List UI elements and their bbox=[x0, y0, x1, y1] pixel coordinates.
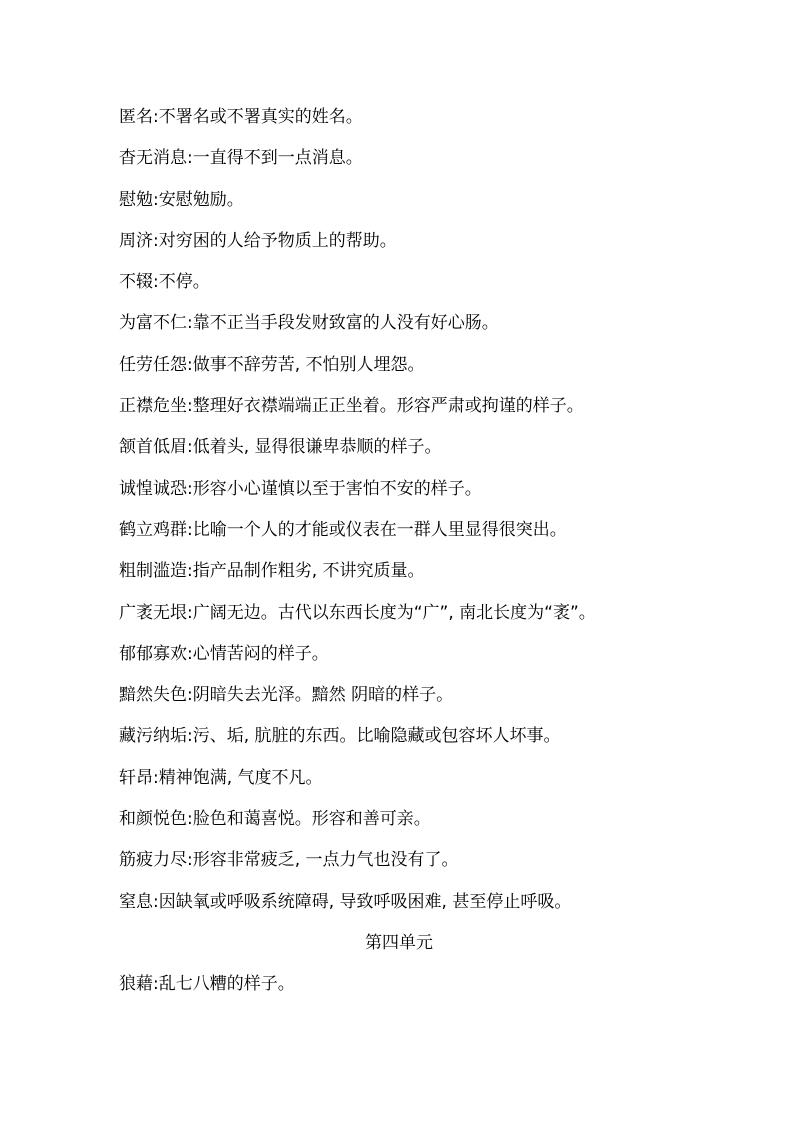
vocab-definition: 不署名或不署真实的姓名。 bbox=[158, 107, 363, 127]
vocab-term: 正襟危坐 bbox=[119, 396, 187, 417]
vocab-entry bbox=[119, 557, 719, 586]
vocab-definition: 比喻一个人的才能或仪表在一群人里显得很突出。 bbox=[192, 519, 567, 540]
vocab-term: 粗制滥造 bbox=[119, 561, 187, 582]
vocab-term: 轩昂 bbox=[119, 767, 153, 788]
vocab-definition: 形容小心谨慎以至于害怕不安的样子。 bbox=[192, 478, 482, 499]
vocab-definition: 污、垢, 肮脏的东西。比喻隐藏或包容坏人坏事。 bbox=[192, 726, 561, 747]
vocab-term: 窒息 bbox=[119, 891, 153, 912]
vocab-entry bbox=[119, 722, 719, 751]
vocab-entry bbox=[119, 351, 719, 380]
vocab-entry bbox=[119, 309, 719, 338]
vocab-definition: 一直得不到一点消息。 bbox=[192, 148, 363, 169]
vocab-entry bbox=[119, 144, 719, 173]
term-separator: : bbox=[187, 437, 193, 458]
vocab-definition: 做事不辞劳苦, 不怕别人埋怨。 bbox=[192, 354, 425, 375]
vocab-definition: 精神饱满, 气度不凡。 bbox=[158, 767, 323, 788]
vocab-term: 颔首低眉 bbox=[119, 437, 187, 458]
vocab-term: 黯然失色 bbox=[119, 685, 187, 706]
vocab-entry bbox=[119, 599, 719, 628]
vocab-term: 筋疲力尽 bbox=[119, 850, 187, 871]
vocab-term: 和颜悦色 bbox=[119, 809, 187, 830]
term-separator: : bbox=[187, 519, 193, 540]
term-separator: : bbox=[187, 561, 193, 582]
vocab-entry bbox=[119, 516, 719, 545]
vocab-term: 慰勉 bbox=[119, 189, 153, 210]
vocab-definition: 不停。 bbox=[158, 272, 210, 293]
term-separator: : bbox=[187, 850, 193, 871]
term-separator: : bbox=[153, 230, 159, 251]
term-separator: : bbox=[187, 148, 193, 169]
vocab-definition: 安慰勉励。 bbox=[158, 189, 244, 210]
vocab-entry bbox=[119, 103, 719, 132]
vocab-definition: 因缺氧或呼吸系统障碍, 导致呼吸困难, 甚至停止呼吸。 bbox=[158, 891, 572, 912]
term-separator: : bbox=[187, 809, 193, 830]
vocab-definition: 广阔无边。古代以东西长度为“广”, 南北长度为“袤”。 bbox=[192, 602, 596, 623]
vocab-term: 周济 bbox=[119, 230, 153, 251]
term-separator: : bbox=[153, 767, 159, 788]
vocab-entry bbox=[119, 846, 719, 875]
vocab-definition: 形容非常疲乏, 一点力气也没有了。 bbox=[192, 850, 459, 871]
vocab-definition: 乱七八糟的样子。 bbox=[158, 974, 295, 995]
vocab-entry bbox=[119, 764, 719, 793]
term-separator: : bbox=[153, 974, 159, 995]
vocab-definition: 靠不正当手段发财致富的人没有好心肠。 bbox=[192, 313, 499, 334]
section-heading: 第四单元 bbox=[365, 932, 433, 953]
vocab-definition: 整理好衣襟端端正正坐着。形容严肃或拘谨的样子。 bbox=[192, 396, 584, 417]
term-separator: : bbox=[153, 189, 159, 210]
term-separator: : bbox=[187, 354, 193, 375]
term-separator: : bbox=[187, 685, 193, 706]
vocab-term: 不辍 bbox=[119, 272, 153, 293]
term-separator: : bbox=[187, 643, 193, 664]
vocab-term: 郁郁寡欢 bbox=[119, 643, 187, 664]
vocab-entry bbox=[119, 640, 719, 669]
vocab-entry bbox=[119, 227, 719, 256]
vocab-definition: 脸色和蔼喜悦。形容和善可亲。 bbox=[192, 809, 431, 830]
term-separator: : bbox=[187, 313, 193, 334]
term-separator: : bbox=[153, 272, 159, 293]
vocab-definition: 阴暗失去光泽。黯然 阴暗的样子。 bbox=[192, 685, 454, 706]
vocabulary-list bbox=[119, 103, 719, 1012]
vocab-entry bbox=[119, 268, 719, 297]
vocab-definition: 对穷困的人给予物质上的帮助。 bbox=[158, 230, 397, 251]
vocab-entry bbox=[119, 681, 719, 710]
vocab-definition: 心情苦闷的样子。 bbox=[192, 643, 329, 664]
term-separator: : bbox=[153, 891, 159, 912]
vocab-entry bbox=[119, 888, 719, 917]
vocab-term: 杳无消息 bbox=[119, 148, 187, 169]
vocab-term: 诚惶诚恐 bbox=[119, 478, 187, 499]
vocab-entry bbox=[119, 475, 719, 504]
vocab-entry bbox=[119, 392, 719, 421]
vocab-term: 为富不仁 bbox=[119, 313, 187, 334]
vocab-entry bbox=[119, 186, 719, 215]
vocab-entry bbox=[119, 970, 719, 999]
vocab-entry bbox=[119, 805, 719, 834]
vocab-term: 匿名 bbox=[119, 107, 153, 127]
vocab-definition: 指产品制作粗劣, 不讲究质量。 bbox=[192, 561, 425, 582]
vocab-term: 藏污纳垢 bbox=[119, 726, 187, 747]
term-separator: : bbox=[187, 396, 193, 417]
term-separator: : bbox=[187, 602, 193, 623]
vocab-definition: 低着头, 显得很谦卑恭顺的样子。 bbox=[192, 437, 442, 458]
vocab-entry bbox=[119, 433, 719, 462]
vocab-term: 狼藉 bbox=[119, 974, 153, 995]
vocab-term: 鹤立鸡群 bbox=[119, 519, 187, 540]
term-separator: : bbox=[187, 478, 193, 499]
vocab-term: 任劳任怨 bbox=[119, 354, 187, 375]
vocab-term: 广袤无垠 bbox=[119, 602, 187, 623]
term-separator: : bbox=[187, 726, 193, 747]
term-separator: : bbox=[153, 107, 159, 127]
